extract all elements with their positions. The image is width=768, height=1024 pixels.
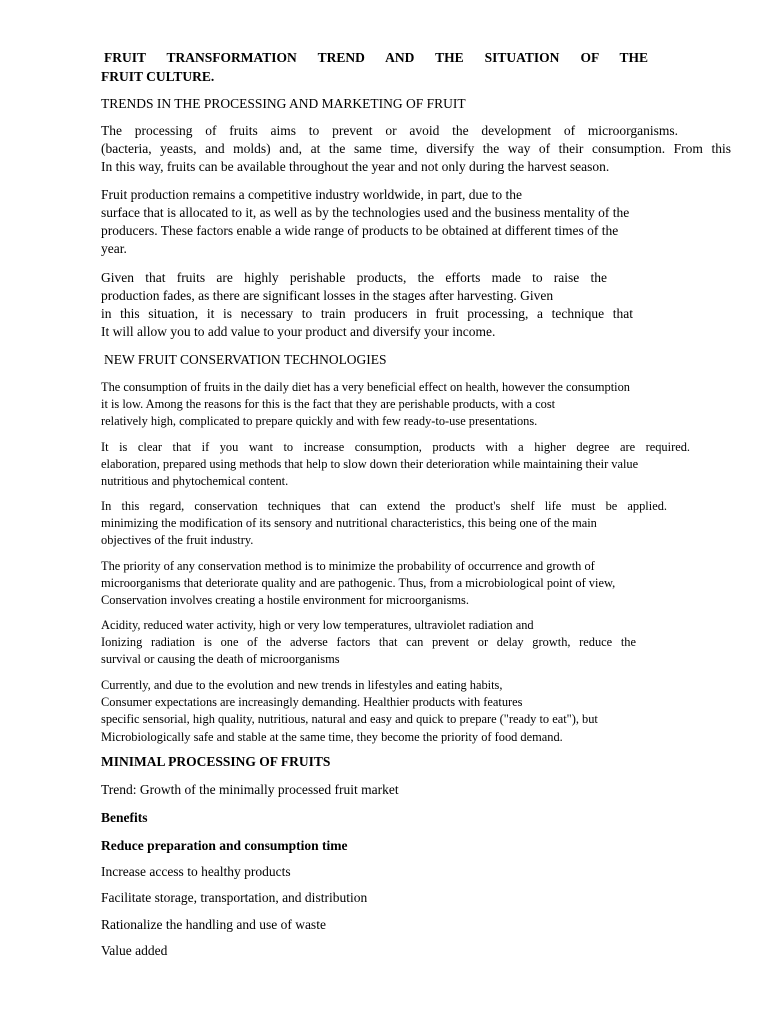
paragraph-line: surface that is allocated to it, as well as by the technologies used and the business mentality of the — [101, 205, 630, 220]
paragraph-perishable-products — [101, 269, 633, 341]
trend-statement: Trend: Growth of the minimally processed fruit market — [101, 782, 399, 797]
paragraph-adverse-factors — [101, 617, 636, 669]
paragraph-line: It will allow you to add value to your product and diversify your income. — [101, 324, 496, 339]
paragraph-line: it is low. Among the reasons for this is the fact that they are perishable products, with a cost — [101, 397, 556, 412]
benefit-item: Increase access to healthy products — [101, 864, 291, 879]
benefit-subheading: Reduce preparation and consumption time — [101, 838, 348, 853]
paragraph-line: in this situation, it is necessary to train producers in fruit processing, a technique that — [101, 306, 633, 321]
paragraph-line: nutritious and phytochemical content. — [101, 474, 289, 489]
paragraph-line: (bacteria, yeasts, and molds) and, at the same time, diversify the way of their consumption. From this — [101, 141, 731, 156]
paragraph-processing-aims — [101, 122, 731, 176]
paragraph-consumption-daily-diet — [101, 379, 630, 431]
paragraph-fruit-production — [101, 186, 629, 258]
paragraph-line: In this regard, conservation techniques that can extend the product's shelf life must be applied. — [101, 499, 667, 513]
title-line-2: FRUIT CULTURE. — [101, 69, 215, 84]
paragraph-line: Microbiologically safe and stable at the same time, they become the priority of food demand. — [101, 729, 563, 744]
paragraph-line: In this way, fruits can be available throughout the year and not only during the harvest season. — [101, 159, 610, 174]
paragraph-line: producers. These factors enable a wide range of products to be obtained at different times of the — [101, 223, 619, 238]
paragraph-line: minimizing the modification of its sensory and nutritional characteristics, this being one of the main — [101, 516, 597, 531]
paragraph-line: Consumer expectations are increasingly demanding. Healthier products with features — [101, 695, 523, 710]
section-heading-processing-marketing: TRENDS IN THE PROCESSING AND MARKETING OF FRUIT — [101, 96, 466, 111]
paragraph-line: Currently, and due to the evolution and new trends in lifestyles and eating habits, — [101, 678, 503, 692]
benefit-item: Rationalize the handling and use of waste — [101, 917, 326, 932]
paragraph-line: The processing of fruits aims to prevent or avoid the development of microorganisms. — [101, 123, 678, 138]
paragraph-line: Fruit production remains a competitive industry worldwide, in part, due to the — [101, 187, 523, 202]
paragraph-line: microorganisms that deteriorate quality and are pathogenic. Thus, from a microbiological point of view, — [101, 576, 616, 591]
paragraph-line: elaboration, prepared using methods that help to slow down their deterioration while maintaining their value — [101, 457, 639, 472]
paragraph-line: The priority of any conservation method is to minimize the probability of occurrence and growth of — [101, 559, 595, 573]
paragraph-line: Given that fruits are highly perishable products, the efforts made to raise the — [101, 270, 607, 285]
paragraph-line: The consumption of fruits in the daily diet has a very beneficial effect on health, however the consumption — [101, 380, 630, 394]
paragraph-conservation-priority — [101, 558, 615, 610]
paragraph-increase-consumption — [101, 439, 690, 491]
paragraph-line: objectives of the fruit industry. — [101, 533, 254, 548]
paragraph-line: It is clear that if you want to increase consumption, products with a higher degree are required. — [101, 440, 690, 454]
section-heading-minimal-processing: MINIMAL PROCESSING OF FRUITS — [101, 754, 331, 769]
benefit-item: Facilitate storage, transportation, and distribution — [101, 890, 368, 905]
paragraph-line: production fades, as there are significant losses in the stages after harvesting. Given — [101, 288, 554, 303]
paragraph-line: Conservation involves creating a hostile environment for microorganisms. — [101, 593, 469, 608]
section-heading-conservation-technologies: NEW FRUIT CONSERVATION TECHNOLOGIES — [104, 352, 387, 367]
benefit-item: Value added — [101, 943, 168, 958]
benefits-label: Benefits — [101, 810, 148, 825]
paragraph-line: relatively high, complicated to prepare quickly and with few ready-to-use presentations. — [101, 414, 538, 429]
paragraph-line: Acidity, reduced water activity, high or very low temperatures, ultraviolet radiation and — [101, 618, 534, 632]
title-line-1: FRUIT TRANSFORMATION TREND AND THE SITUATION OF THE — [104, 50, 648, 65]
paragraph-line: year. — [101, 241, 127, 256]
paragraph-conservation-techniques — [101, 498, 667, 550]
paragraph-line: specific sensorial, high quality, nutritious, natural and easy and quick to prepare ("ready to eat"), but — [101, 712, 598, 727]
paragraph-line: Ionizing radiation is one of the adverse factors that can prevent or delay growth, reduce the — [101, 635, 636, 650]
paragraph-line: survival or causing the death of microorganisms — [101, 652, 340, 667]
document-title — [101, 48, 648, 86]
paragraph-consumer-expectations — [101, 677, 598, 746]
